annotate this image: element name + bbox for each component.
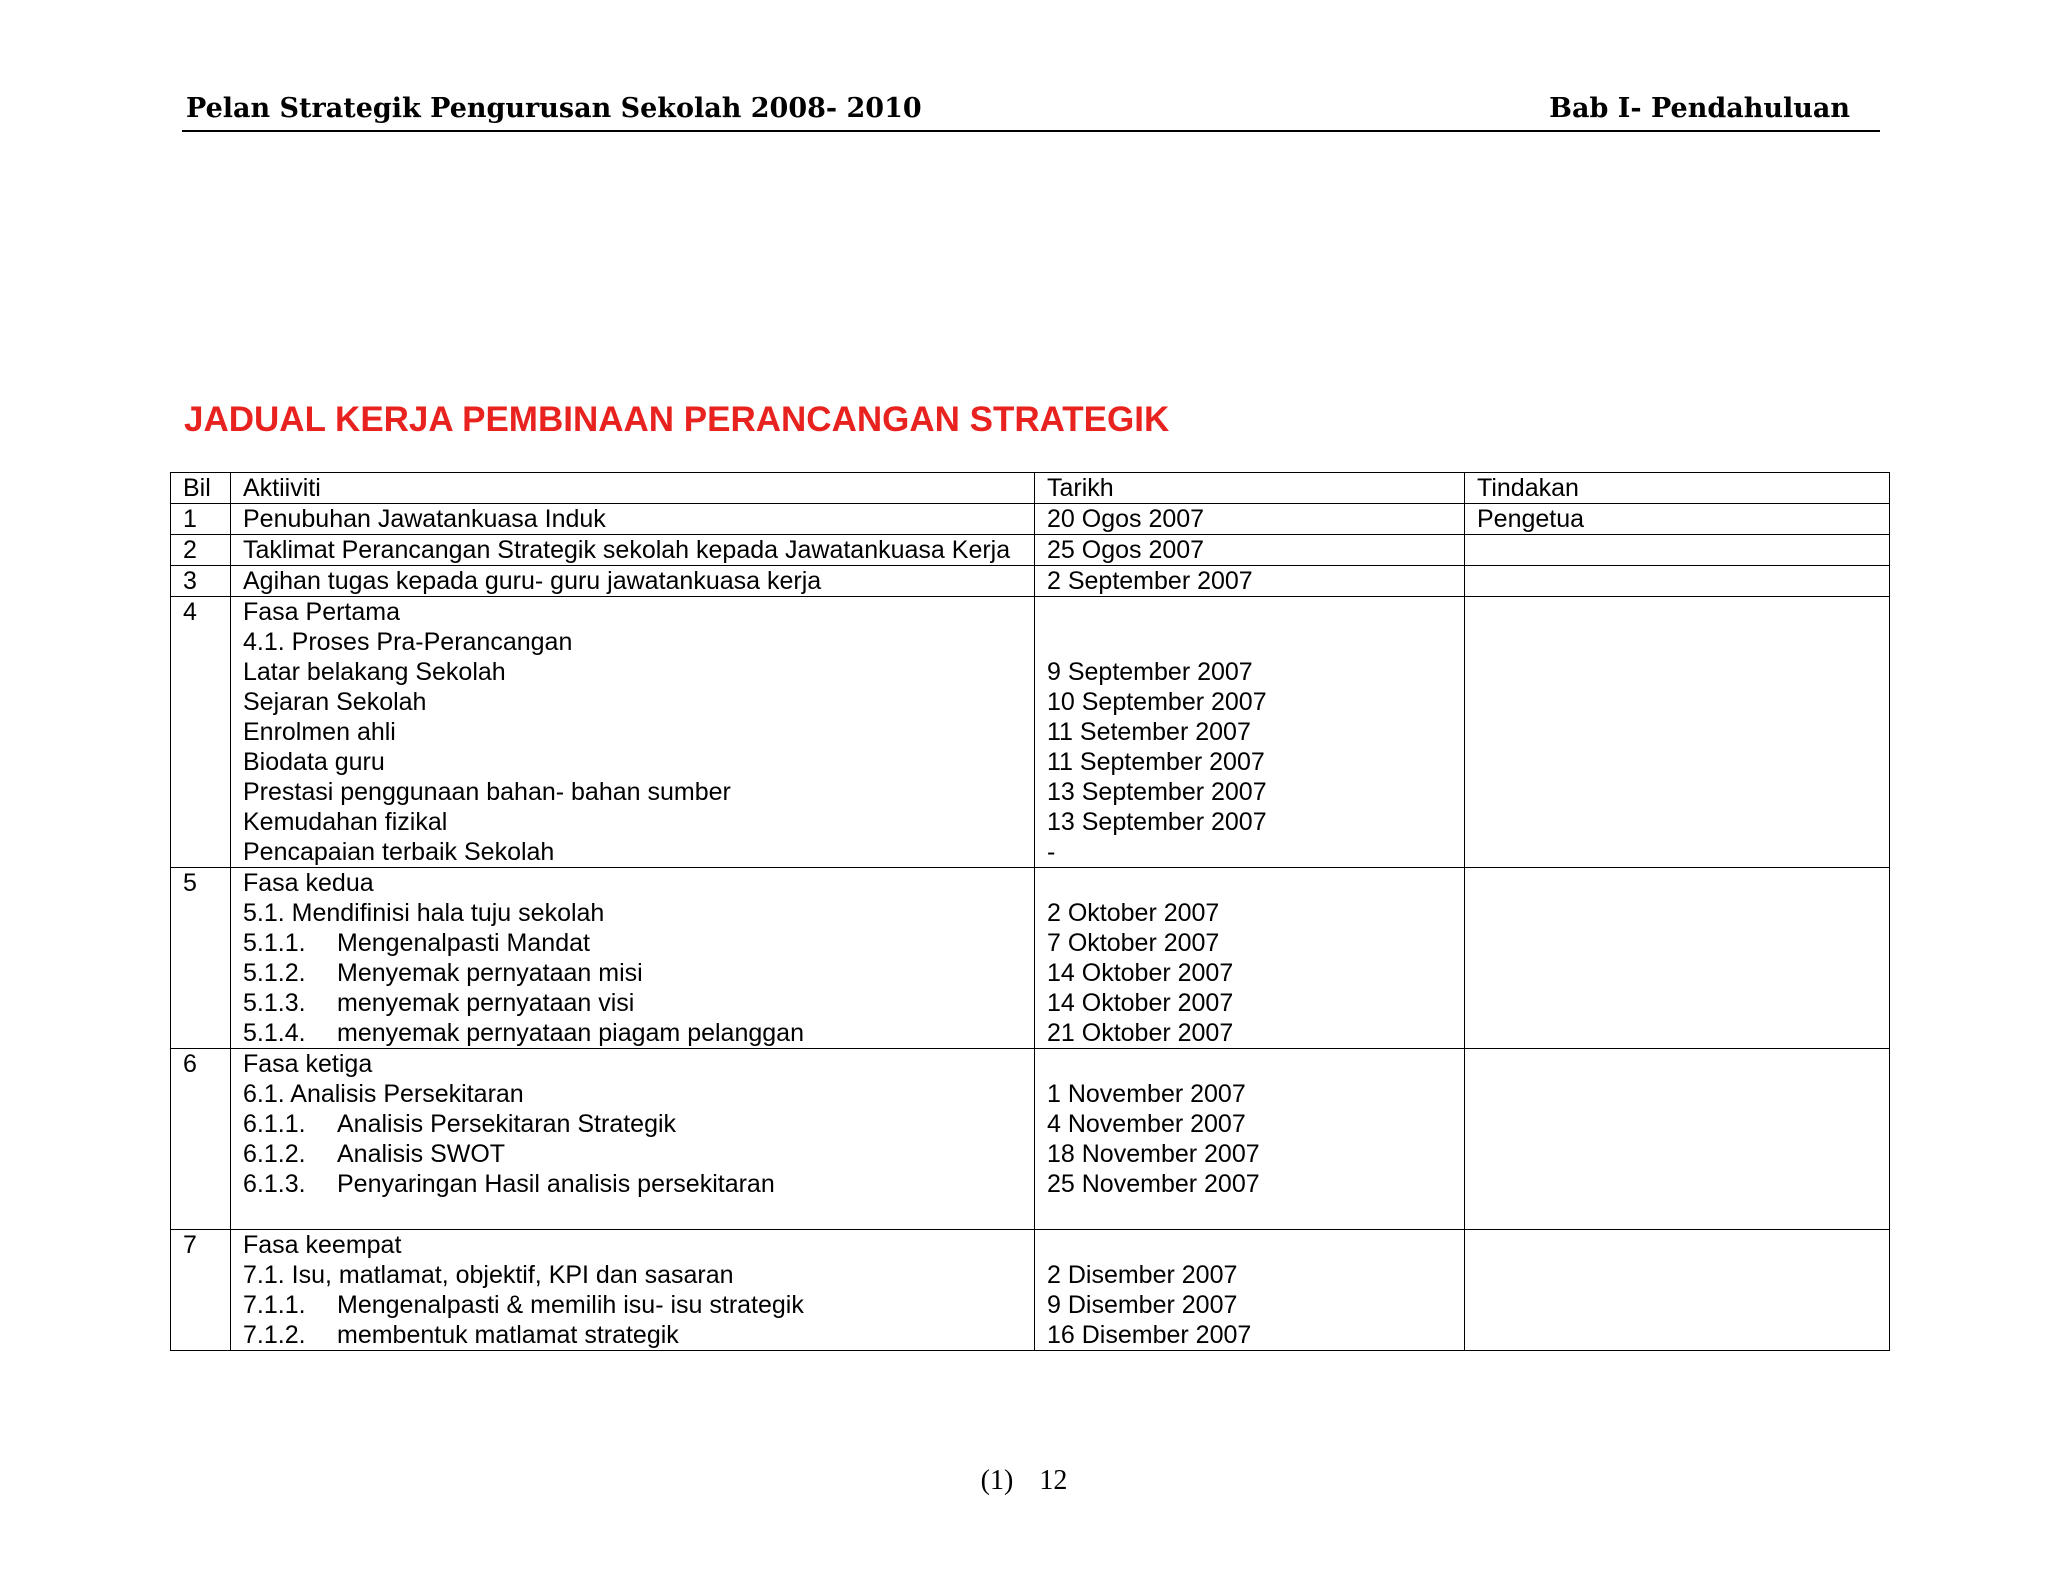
table-row [171,535,1890,566]
date-cell [1035,868,1465,1049]
activity-item [243,1169,1022,1199]
section-date: 2 Disember 2007 [1047,1261,1238,1289]
activity-item [243,928,1022,958]
column-header-bil: Bil [171,473,231,504]
page-title: JADUAL KERJA PEMBINAAN PERANCANGAN STRATEGIK [184,400,1170,439]
header-document-title: Pelan Strategik Pengurusan Sekolah 2008- 2010 [186,93,922,124]
table-row [171,1049,1890,1230]
item-date: 14 Oktober 2007 [1047,989,1234,1017]
item-label: membentuk matlamat strategik [337,1321,679,1349]
row-number: 3 [171,566,231,597]
row-number: 2 [171,535,231,566]
row-number: 5 [171,868,231,1049]
item-number: 5.1.4. [243,1019,306,1047]
section-title: 7.1. Isu, matlamat, objektif, KPI dan sasaran [243,1261,734,1289]
item-date: 25 November 2007 [1047,1170,1260,1198]
column-header-action: Tindakan [1465,473,1890,504]
item-label: Mengenalpasti & memilih isu- isu strategik [337,1291,804,1319]
item-date: 13 September 2007 [1047,808,1267,836]
page-footer [0,1464,2048,1498]
activity-cell [231,597,1035,868]
action-cell [1465,597,1890,868]
table-header-row [171,473,1890,504]
item-date: 10 September 2007 [1047,688,1267,716]
item-date: 11 September 2007 [1047,748,1265,776]
activity-item [243,1018,1022,1048]
activity-cell [231,1049,1035,1230]
date-cell: 20 Ogos 2007 [1035,504,1465,535]
section-title: 5.1. Mendifinisi hala tuju sekolah [243,899,605,927]
item-label: Penyaringan Hasil analisis persekitaran [337,1170,775,1198]
activity-text: Taklimat Perancangan Strategik sekolah kepada Jawatankuasa Kerja [243,536,1011,564]
phase-title: Fasa kedua [243,869,374,897]
action-cell [1465,1230,1890,1351]
table-row [171,868,1890,1049]
item-number: 6.1.3. [243,1170,306,1198]
date-cell [1035,1230,1465,1351]
table-row [171,566,1890,597]
phase-title: Fasa keempat [243,1231,402,1259]
item-date: 14 Oktober 2007 [1047,959,1234,987]
phase-title: Fasa Pertama [243,598,401,626]
row-number: 4 [171,597,231,868]
page-number: 12 [1039,1465,1068,1496]
phase-title: Fasa ketiga [243,1050,373,1078]
section-title: 4.1. Proses Pra-Perancangan [243,628,573,656]
action-cell [1465,1049,1890,1230]
activity-item [243,958,1022,988]
item-date: 9 September 2007 [1047,658,1253,686]
item-date: 9 Disember 2007 [1047,1291,1238,1319]
date-cell: 25 Ogos 2007 [1035,535,1465,566]
item-date: 16 Disember 2007 [1047,1321,1252,1349]
header-chapter-title: Bab I- Pendahuluan [1549,93,1850,124]
footer-section-number: (1) [980,1465,1014,1496]
activity-cell [231,868,1035,1049]
item-number: 6.1.1. [243,1110,306,1138]
action-cell [1465,868,1890,1049]
row-number: 7 [171,1230,231,1351]
date-cell [1035,597,1465,868]
schedule-table [170,472,1890,1351]
item-date: 7 Oktober 2007 [1047,929,1220,957]
activity-item: Biodata guru [243,748,385,776]
item-number: 6.1.2. [243,1140,306,1168]
activity-item: Prestasi penggunaan bahan- bahan sumber [243,778,731,806]
item-number: 5.1.3. [243,989,306,1017]
section-date: 1 November 2007 [1047,1080,1246,1108]
item-date: 4 November 2007 [1047,1110,1246,1138]
activity-item: Pencapaian terbaik Sekolah [243,838,555,866]
item-label: Mengenalpasti Mandat [337,929,590,957]
column-header-date: Tarikh [1035,473,1465,504]
date-cell [1035,1049,1465,1230]
item-date: 18 November 2007 [1047,1140,1260,1168]
activity-cell: Agihan tugas kepada guru- guru jawatankuasa kerja [231,566,1035,597]
action-cell: Pengetua [1465,504,1890,535]
item-number: 5.1.2. [243,959,306,987]
item-date: 11 Setember 2007 [1047,718,1251,746]
page-header [182,92,1880,132]
section-title: 6.1. Analisis Persekitaran [243,1080,524,1108]
item-label: Analisis SWOT [337,1140,506,1168]
activity-item [243,1290,1022,1320]
table-row [171,504,1890,535]
activity-item: Kemudahan fizikal [243,808,448,836]
column-header-activity: Aktiiviti [231,473,1035,504]
activity-cell [231,535,1035,566]
date-cell: 2 September 2007 [1035,566,1465,597]
activity-item: Enrolmen ahli [243,718,396,746]
activity-item [243,988,1022,1018]
item-date: - [1047,838,1056,866]
row-number: 1 [171,504,231,535]
activity-item [243,1320,1022,1350]
activity-item [243,1139,1022,1169]
activity-cell [231,1230,1035,1351]
item-date: 13 September 2007 [1047,778,1267,806]
action-cell [1465,566,1890,597]
item-number: 5.1.1. [243,929,306,957]
activity-item: Latar belakang Sekolah [243,658,506,686]
row-number: 6 [171,1049,231,1230]
activity-item [243,1109,1022,1139]
activity-cell: Penubuhan Jawatankuasa Induk [231,504,1035,535]
item-label: Analisis Persekitaran Strategik [337,1110,677,1138]
item-label: menyemak pernyataan visi [337,989,635,1017]
activity-item: Sejaran Sekolah [243,688,427,716]
item-date: 21 Oktober 2007 [1047,1019,1234,1047]
action-cell [1465,535,1890,566]
item-label: Menyemak pernyataan misi [337,959,643,987]
item-label: menyemak pernyataan piagam pelanggan [337,1019,804,1047]
item-number: 7.1.1. [243,1291,306,1319]
section-date: 2 Oktober 2007 [1047,899,1220,927]
item-number: 7.1.2. [243,1321,306,1349]
table-row [171,597,1890,868]
table-row [171,1230,1890,1351]
